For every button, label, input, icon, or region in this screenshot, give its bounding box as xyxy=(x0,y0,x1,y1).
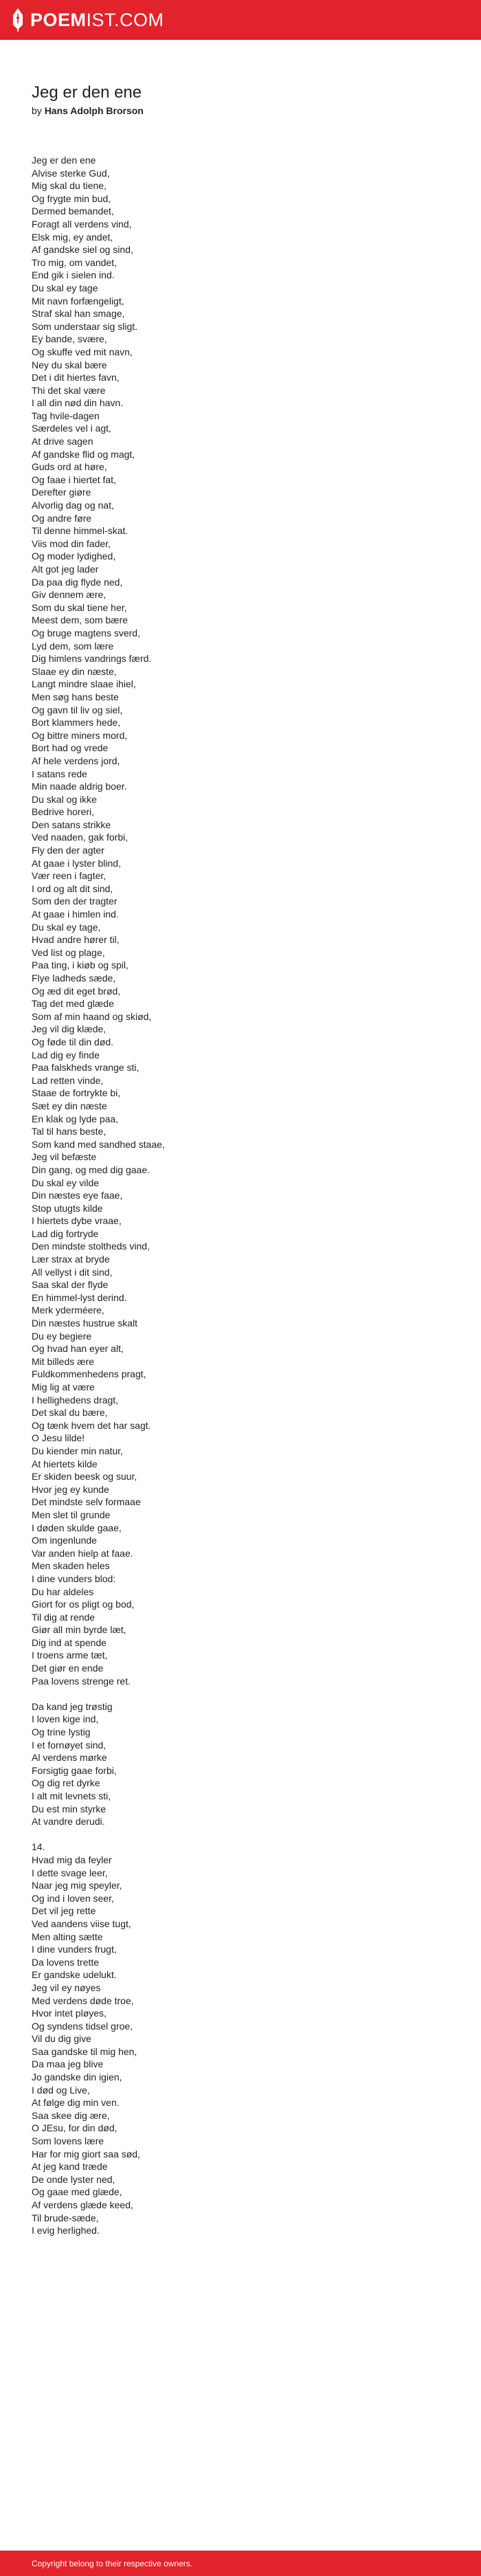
poem-line: Flye ladheds sæde, xyxy=(32,973,116,984)
poem-line: Staae de fortrykte bi, xyxy=(32,1087,121,1099)
byline-prefix: by xyxy=(32,105,42,116)
poem-line: Ved list og plage, xyxy=(32,946,105,958)
poem-line: Lær strax at bryde xyxy=(32,1254,110,1265)
poem-line: Har for mig giort saa sød, xyxy=(32,2148,140,2159)
poem-line: Du skal ey tage xyxy=(32,282,98,293)
poem-line: Det giør en ende xyxy=(32,1663,104,1674)
poem-line: At gaae i himlen ind. xyxy=(32,909,119,920)
poem-byline xyxy=(32,104,458,117)
poem-line: Dig ind at spende xyxy=(32,1636,107,1648)
poem-line: Saa skal der flyde xyxy=(32,1279,109,1291)
poem-line: Giort for os pligt og bod, xyxy=(32,1599,135,1610)
author-link[interactable]: Hans Adolph Brorson xyxy=(44,105,144,116)
poem-body xyxy=(32,154,458,2237)
poem-line: Din gang, og med dig gaae. xyxy=(32,1164,150,1175)
site-footer xyxy=(0,2551,481,2576)
poem-line: Af gandske flid og magt, xyxy=(32,448,135,460)
poem-line: Mit billeds ære xyxy=(32,1355,95,1367)
poem-line: Langt mindre slaae ihiel, xyxy=(32,678,136,690)
poem-line: Og andre føre xyxy=(32,512,92,524)
poem-line: Elsk mig, ey andet, xyxy=(32,231,113,243)
poem-line: Du skal ey vilde xyxy=(32,1177,100,1188)
poem-line: Som af min haand og skiød, xyxy=(32,1010,152,1022)
poem-line: Og bruge magtens sverd, xyxy=(32,627,140,639)
poem-line: De onde lyster ned, xyxy=(32,2173,115,2185)
poem-line: Særdeles vel i agt, xyxy=(32,423,111,434)
poem-line: I døden skulde gaae, xyxy=(32,1522,122,1533)
poem-line: Ved aandens viise tugt, xyxy=(32,1918,131,1929)
poem-line: Tag det med glæde xyxy=(32,998,114,1010)
poem-line: I troens arme tæt, xyxy=(32,1650,108,1661)
poem-line: Ey bande, svære, xyxy=(32,333,107,345)
poem-line: Giør all min byrde læt, xyxy=(32,1624,126,1636)
poem-line: Paa falskheds vrange sti, xyxy=(32,1062,139,1074)
poem-line: Tro mig, om vandet, xyxy=(32,256,117,268)
poem-line: Bedrive horeri, xyxy=(32,806,95,818)
poem-line: Var anden hielp at faae. xyxy=(32,1547,133,1559)
poem-line: Mig lig at være xyxy=(32,1381,95,1392)
poem-line: Om ingenlunde xyxy=(32,1535,97,1546)
poem-line: Tag hvile-dagen xyxy=(32,410,100,421)
poem-line: Og syndens tidsel groe, xyxy=(32,2020,133,2032)
poem-line: Og moder lydighed, xyxy=(32,551,116,562)
poem-line: Og bittre miners mord, xyxy=(32,729,128,741)
site-logo-text xyxy=(30,10,164,31)
poem-line: Forsigtig gaae forbi, xyxy=(32,1764,117,1776)
poem-line: Det skal du bære, xyxy=(32,1407,108,1419)
poem-line: Da lovens trette xyxy=(32,1956,100,1968)
poem-line: Hvad andre hører til, xyxy=(32,934,120,946)
poem-line: Du skal og ikke xyxy=(32,793,97,805)
poem-line: Din næstes eye faae, xyxy=(32,1190,123,1201)
poem-line: Lad retten vinde, xyxy=(32,1074,104,1086)
poem-line: I evig herlighed. xyxy=(32,2225,100,2236)
poem-line: Jeg vil ey nøyes xyxy=(32,1981,101,1993)
poem-line: I loven kige ind, xyxy=(32,1713,99,1725)
poem-line: Bort had og vrede xyxy=(32,742,109,754)
poem-line: Tal til hans beste, xyxy=(32,1126,107,1137)
poem-line: Lyd dem, som lære xyxy=(32,640,114,652)
poem-title: Jeg er den ene xyxy=(32,83,142,102)
poem-line: Som den der tragter xyxy=(32,896,118,907)
poem-line: En klak og lyde paa, xyxy=(32,1113,119,1124)
poem-line: I alt mit levnets sti, xyxy=(32,1790,111,1801)
poem-line: Af verdens glæde keed, xyxy=(32,2199,133,2210)
poem-line: Naar jeg mig speyler, xyxy=(32,1880,122,1891)
poem-line: I et fornøyet sind, xyxy=(32,1739,107,1751)
poem-line: Mig skal du tiene, xyxy=(32,180,107,192)
poem-line: Dig himlens vandrings færd. xyxy=(32,653,152,665)
poem-line: Du est min styrke xyxy=(32,1803,107,1814)
footer-copyright: Copyright belong to their respective owners. xyxy=(32,2558,193,2568)
poem-line: Det mindste selv formaae xyxy=(32,1496,141,1508)
poem-line: Du har aldeles xyxy=(32,1586,94,1597)
poem-line: Af gandske siel og sind, xyxy=(32,244,133,256)
poem-line: At følge dig min ven. xyxy=(32,2097,120,2109)
poem-line: At gaae i lyster blind, xyxy=(32,857,121,869)
poem-line: Er gandske udelukt. xyxy=(32,1969,117,1981)
site-logo-link[interactable] xyxy=(12,8,164,32)
poem-line: Saa skee dig ære, xyxy=(32,2109,110,2121)
poem-line: Den mindste stoltheds vind, xyxy=(32,1241,150,1252)
poem-line: Som understaar sig sligt. xyxy=(32,320,138,332)
poem-line: Men skaden heles xyxy=(32,1560,110,1572)
poem-line: Min naade aldrig boer. xyxy=(32,781,127,792)
poem-line: Vær reen i fagter, xyxy=(32,870,107,882)
poem-line: Og ind i loven seer, xyxy=(32,1892,114,1904)
poem-content xyxy=(32,40,458,2237)
poem-line: Slaae ey din næste, xyxy=(32,665,117,677)
poem-line: Jeg vil befæste xyxy=(32,1151,97,1163)
poem-line: Alvorlig dag og nat, xyxy=(32,500,114,511)
poem-line: End gik i sielen ind. xyxy=(32,269,115,281)
poem-line: Og tænk hvem det har sagt. xyxy=(32,1419,151,1431)
poem-line: Den satans strikke xyxy=(32,819,111,830)
poem-line: Det vil jeg rette xyxy=(32,1905,96,1917)
poem-line: I død og Live, xyxy=(32,2084,90,2096)
poem-line: Mit navn forfængeligt, xyxy=(32,295,124,307)
poem-line: I ord og alt dit sind, xyxy=(32,882,113,894)
poem-line: Og skuffe ved mit navn, xyxy=(32,346,133,357)
poem-line: Men slet til grunde xyxy=(32,1509,111,1520)
poem-line: Til denne himmel-skat. xyxy=(32,525,128,537)
poem-line: Ved naaden, gak forbi, xyxy=(32,832,128,843)
logo-bold: POEM xyxy=(30,9,87,30)
poem-line: En himmel-lyst derind. xyxy=(32,1291,127,1303)
poem-line: Og føde til din død. xyxy=(32,1036,114,1047)
poem-line: Da maa jeg blive xyxy=(32,2058,104,2070)
poem-line: Derefter giøre xyxy=(32,487,91,498)
poem-line: At hiertets kilde xyxy=(32,1458,98,1469)
poem-line: Og trine lystig xyxy=(32,1726,91,1738)
poem-line: Du skal ey tage, xyxy=(32,921,101,933)
poem-line: Hvor jeg ey kunde xyxy=(32,1483,109,1495)
poem-line: Da kand jeg trøstig xyxy=(32,1700,113,1712)
poem-line: Foragt all verdens vind, xyxy=(32,218,132,230)
poem-line: Alt got jeg lader xyxy=(32,564,99,575)
poem-line: Thi det skal være xyxy=(32,384,106,396)
poem-line: Meest dem, som bære xyxy=(32,614,128,626)
poem-line: Hvad mig da feyler xyxy=(32,1854,112,1865)
poem-line: At drive sagen xyxy=(32,436,93,447)
poem-line: Din næstes hustrue skalt xyxy=(32,1318,138,1329)
poem-line: Og dig ret dyrke xyxy=(32,1777,100,1789)
poem-line: Guds ord at høre, xyxy=(32,461,107,473)
poem-line: I dine vunders blod: xyxy=(32,1573,116,1584)
poem-line: I all din nød din havn. xyxy=(32,397,124,409)
poem-line: Og frygte min bud, xyxy=(32,192,111,204)
poem-line: O JEsu, for din død, xyxy=(32,2122,118,2134)
poem-line: Og faae i hiertet fat, xyxy=(32,474,116,485)
poem-line: Vil du dig give xyxy=(32,2033,91,2045)
poem-line: Det i dit hiertes favn, xyxy=(32,372,120,384)
poem-line: I dine vunders frugt, xyxy=(32,1944,117,1955)
poem-line: Som du skal tiene her, xyxy=(32,601,127,613)
poem-line: Bort klammers hede, xyxy=(32,717,121,729)
stanza-break xyxy=(32,1828,458,1841)
poem-line: I hiertets dybe vraae, xyxy=(32,1215,122,1227)
poem-line: Lad dig ey finde xyxy=(32,1049,100,1061)
poem-line: Fuldkommenhedens pragt, xyxy=(32,1368,146,1380)
poem-line: Dermed bemandet, xyxy=(32,206,114,217)
poem-line: I satans rede xyxy=(32,768,87,779)
poem-line: Giv dennem ære, xyxy=(32,589,107,601)
poem-line: Fly den der agter xyxy=(32,845,104,856)
poem-line: All vellyst i dit sind, xyxy=(32,1266,113,1278)
logo-light: IST.COM xyxy=(86,9,164,30)
poem-line: At jeg kand træde xyxy=(32,2161,108,2173)
poem-line: Straf skal han smage, xyxy=(32,308,125,320)
poem-line: Og gaae med glæde, xyxy=(32,2186,122,2198)
poem-line: Jeg er den ene xyxy=(32,155,96,166)
poem-line: Til brude-sæde, xyxy=(32,2212,99,2223)
poem-line: O Jesu lilde! xyxy=(32,1432,85,1444)
poem-line: Ney du skal bære xyxy=(32,359,107,370)
poem-line: Merk yderméere, xyxy=(32,1304,104,1316)
poem-line: Jo gandske din igien, xyxy=(32,2072,122,2083)
poem-line: Men søg hans beste xyxy=(32,691,119,702)
poem-line: Som lovens lære xyxy=(32,2135,104,2147)
pen-icon xyxy=(12,8,23,32)
poem-line: 14. xyxy=(32,1841,45,1853)
poem-line: Og gavn til liv og siel, xyxy=(32,704,123,715)
poem-line: At vandre derudi. xyxy=(32,1816,105,1828)
poem-line: Stop utugts kilde xyxy=(32,1202,103,1214)
site-header xyxy=(0,0,481,40)
poem-line: I dette svage leer, xyxy=(32,1867,108,1878)
poem-line: Du ey begiere xyxy=(32,1330,92,1342)
poem-line: Al verdens mørke xyxy=(32,1752,107,1764)
poem-line: Af hele verdens jord, xyxy=(32,755,120,766)
poem-line: Paa ting, i kiøb og spil, xyxy=(32,959,128,971)
poem-line: Og hvad han eyer alt, xyxy=(32,1343,124,1355)
stanza-break xyxy=(32,1687,458,1700)
poem-line: Lad dig fortryde xyxy=(32,1228,99,1239)
poem-line: Med verdens døde troe, xyxy=(32,1995,134,2006)
poem-line: Jeg vil dig klæde, xyxy=(32,1023,107,1035)
poem-line: Men alting sætte xyxy=(32,1931,103,1942)
poem-line: Som kand med sandhed staae, xyxy=(32,1138,165,1150)
poem-line: Til dig at rende xyxy=(32,1611,96,1623)
poem-line: Sæt ey din næste xyxy=(32,1100,107,1111)
poem-line: Hvor intet pløyes, xyxy=(32,2008,107,2019)
poem-line: Er skiden beesk og suur, xyxy=(32,1471,137,1483)
poem-line: Saa gandske til mig hen, xyxy=(32,2045,137,2057)
poem-line: I hellighedens dragt, xyxy=(32,1394,119,1406)
poem-line: Viis mod din fader, xyxy=(32,537,111,549)
poem-line: Da paa dig flyde ned, xyxy=(32,576,123,588)
poem-line: Og æd dit eget brød, xyxy=(32,985,121,997)
poem-line: Du kiender min natur, xyxy=(32,1445,124,1456)
poem-line: Alvise sterke Gud, xyxy=(32,167,110,179)
poem-line: Paa lovens strenge ret. xyxy=(32,1675,131,1687)
